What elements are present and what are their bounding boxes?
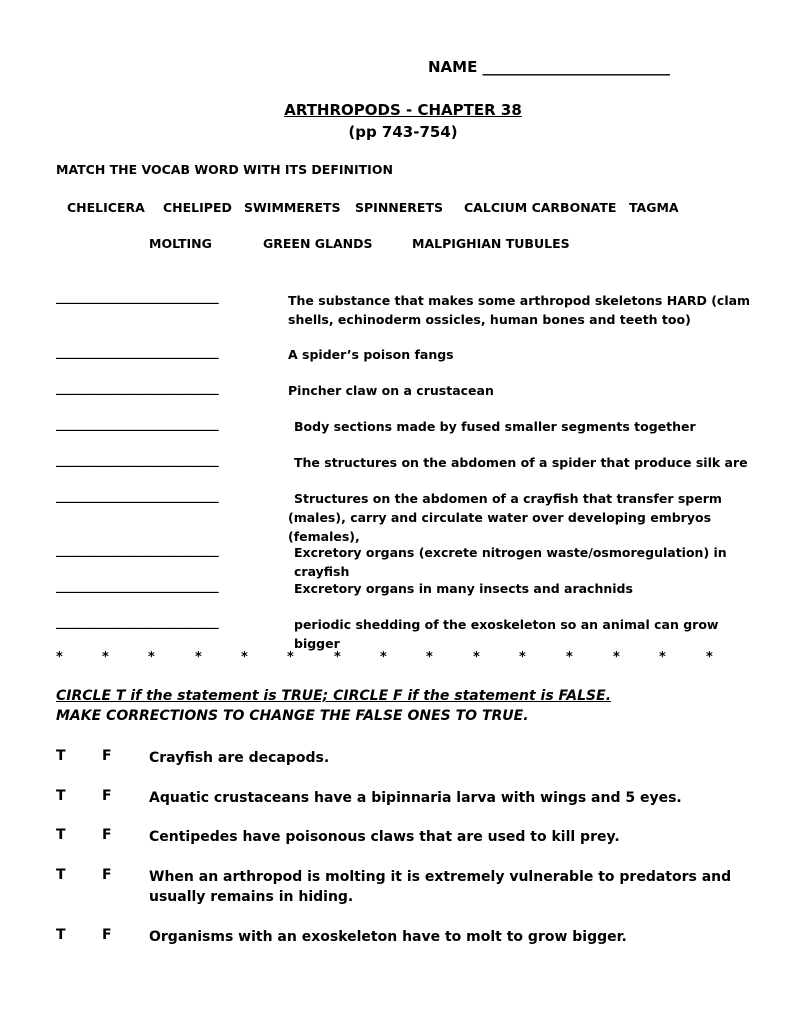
definition: Structures on the abdomen of a crayfish that transfer sperm (males), carry and circulate water over developing embryos (females),: [288, 491, 722, 544]
separator-star: *: [659, 650, 666, 665]
true-option[interactable]: T: [56, 748, 66, 764]
definition: periodic shedding of the exoskeleton so an animal can grow bigger: [294, 617, 719, 651]
separator-star: *: [241, 650, 248, 665]
word-bank-item: TAGMA: [629, 200, 679, 215]
separator-star: *: [519, 650, 526, 665]
definition: A spider’s poison fangs: [288, 347, 454, 362]
separator-star: *: [473, 650, 480, 665]
tf-statement: Centipedes have poisonous claws that are used to kill prey.: [149, 829, 620, 845]
true-option[interactable]: T: [56, 827, 66, 843]
definition: The substance that makes some arthropod skeletons HARD (clam shells, echinoderm ossicles, human bones and teeth too): [288, 293, 751, 327]
word-bank-item: CHELICERA: [67, 200, 145, 215]
tf-statement: When an arthropod is molting it is extremely vulnerable to predators and usually remains in hiding.: [149, 869, 732, 905]
false-option[interactable]: F: [102, 748, 112, 764]
separator-star: *: [148, 650, 155, 665]
false-option[interactable]: F: [102, 788, 112, 804]
separator-star: *: [195, 650, 202, 665]
definition: Body sections made by fused smaller segments together: [294, 419, 696, 434]
word-bank-item: MOLTING: [149, 236, 212, 251]
word-bank-item: SWIMMERETS: [244, 200, 341, 215]
true-option[interactable]: T: [56, 788, 66, 804]
false-option[interactable]: F: [102, 827, 112, 843]
separator-star: *: [102, 650, 109, 665]
definition: Excretory organs in many insects and arachnids: [294, 581, 633, 596]
tf-statement: Crayfish are decapods.: [149, 750, 330, 766]
tf-instruction-corrections: MAKE CORRECTIONS TO CHANGE THE FALSE ONES TO TRUE.: [56, 708, 529, 724]
separator-star: *: [706, 650, 713, 665]
answer-blank[interactable]: _____________________________: [56, 489, 219, 503]
tf-instruction: CIRCLE T if the statement is TRUE; CIRCLE F if the statement is FALSE.: [56, 688, 612, 704]
answer-blank[interactable]: _____________________________: [56, 453, 219, 467]
definition: Excretory organs (excrete nitrogen waste/osmoregulation) in crayfish: [294, 545, 727, 579]
separator-star: *: [287, 650, 294, 665]
separator-star: *: [56, 650, 63, 665]
definition: Pincher claw on a crustacean: [288, 383, 494, 398]
word-bank-item: SPINNERETS: [355, 200, 443, 215]
separator-star: *: [426, 650, 433, 665]
name-field[interactable]: NAME _________________________: [428, 58, 671, 76]
word-bank-item: CALCIUM CARBONATE: [464, 200, 617, 215]
separator-star: *: [566, 650, 573, 665]
answer-blank[interactable]: _____________________________: [56, 543, 219, 557]
definition: The structures on the abdomen of a spider that produce silk are: [294, 455, 748, 470]
true-option[interactable]: T: [56, 867, 66, 883]
answer-blank[interactable]: _____________________________: [56, 290, 219, 304]
page-range: (pp 743-754): [348, 123, 458, 141]
answer-blank[interactable]: _____________________________: [56, 345, 219, 359]
separator-star: *: [380, 650, 387, 665]
answer-blank[interactable]: _____________________________: [56, 381, 219, 395]
tf-statement: Aquatic crustaceans have a bipinnaria larva with wings and 5 eyes.: [149, 790, 682, 806]
word-bank-item: MALPIGHIAN TUBULES: [412, 236, 570, 251]
word-bank-item: GREEN GLANDS: [263, 236, 373, 251]
false-option[interactable]: F: [102, 867, 112, 883]
matching-instruction: MATCH THE VOCAB WORD WITH ITS DEFINITION: [56, 162, 393, 177]
page-title: ARTHROPODS - CHAPTER 38: [284, 101, 522, 119]
answer-blank[interactable]: _____________________________: [56, 615, 219, 629]
answer-blank[interactable]: _____________________________: [56, 417, 219, 431]
tf-statement: Organisms with an exoskeleton have to molt to grow bigger.: [149, 929, 627, 945]
true-option[interactable]: T: [56, 927, 66, 943]
separator-star: *: [334, 650, 341, 665]
false-option[interactable]: F: [102, 927, 112, 943]
separator-star: *: [613, 650, 620, 665]
word-bank-item: CHELIPED: [163, 200, 232, 215]
answer-blank[interactable]: _____________________________: [56, 579, 219, 593]
